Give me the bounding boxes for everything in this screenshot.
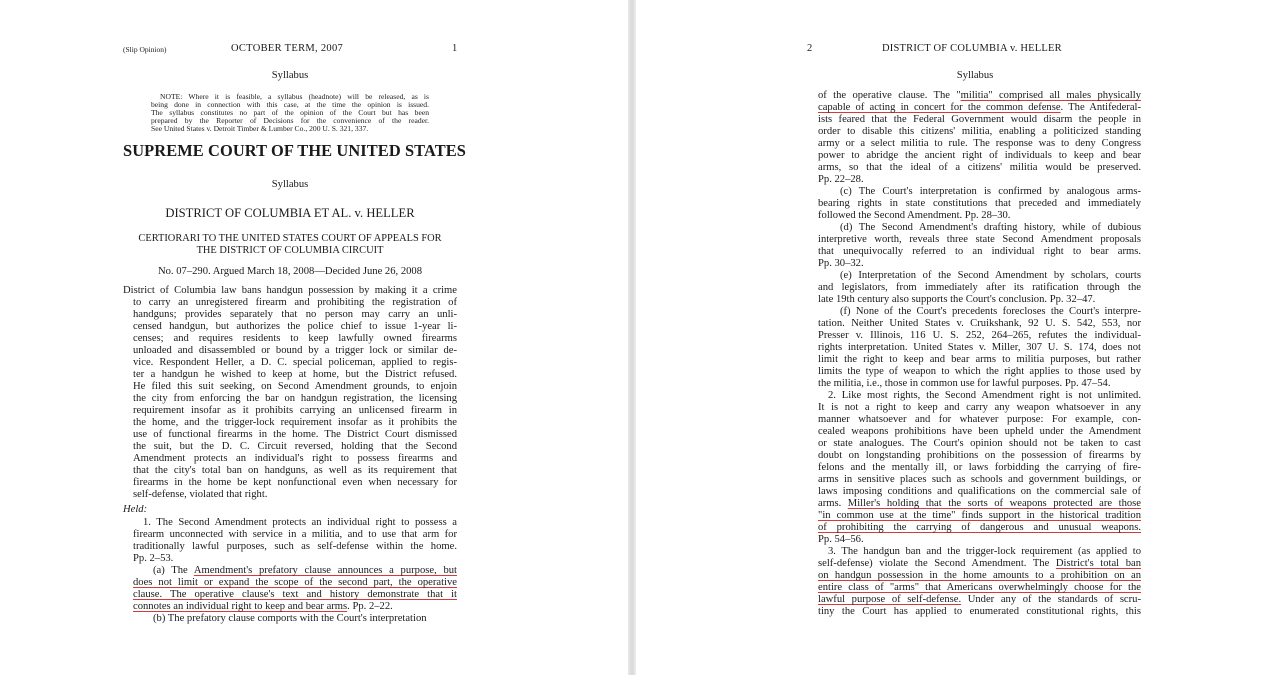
body-line: (e) Interpretation of the Second Amendment by scholars, courts — [840, 270, 1141, 281]
syllabus-label-2: Syllabus — [271, 179, 309, 190]
body-line: Amendment protects an individual's right to possess firearms and — [133, 453, 457, 464]
term-header: OCTOBER TERM, 2007 — [231, 43, 344, 54]
body-line: handguns; provides separately that no person may carry an unli- — [133, 309, 457, 320]
body-line — [818, 102, 1141, 114]
highlighted-text: does not limit or expand the scope of the second part, the operative — [133, 577, 457, 588]
held-line: traditionally lawful purposes, such as self-defense within the home. — [133, 541, 457, 552]
body-line: to carry an unregistered firearm and prohibiting the registration of — [133, 297, 457, 308]
note-line: The syllabus constitutes no part of the opinion of the Court but has been — [151, 109, 429, 117]
body-line: 3. The handgun ban and the trigger-lock requirement (as applied to — [828, 546, 1141, 557]
para-a-line — [153, 565, 457, 577]
note-line: NOTE: Where it is feasible, a syllabus (headnote) will be released, as is — [160, 93, 429, 101]
line-text: arms. — [818, 498, 848, 509]
body-line: interpretive worth, reveals three state Second Amendment proposals — [818, 234, 1141, 245]
body-line: army or a select militia to rule. The response was to deny Congress — [818, 138, 1141, 149]
certiorari-line: CERTIORARI TO THE UNITED STATES COURT OF APPEALS FOR — [138, 233, 442, 244]
highlighted-text: capable of acting in concert for the common defense — [818, 102, 1061, 113]
highlighted-text: connotes an individual right to keep and bear arms — [133, 601, 348, 612]
body-line: followed the Second Amendment. Pp. 28–30. — [818, 210, 1011, 221]
line-text: . The Antifederal- — [1060, 102, 1141, 113]
para-b-line: (b) The prefatory clause comports with the Court's interpretation — [153, 613, 427, 624]
body-line: bearing rights in state constitutions that preceded and immediately — [818, 198, 1141, 209]
body-line — [818, 558, 1141, 570]
held-line: Pp. 2–53. — [133, 553, 174, 564]
body-line: Pp. 30–32. — [818, 258, 864, 269]
page-number: 2 — [807, 43, 813, 54]
highlighted-text: Miller's holding that the sorts of weapons protected are those — [847, 498, 1141, 509]
body-line: unloaded and disassembled or bound by a trigger lock or similar de- — [133, 345, 457, 356]
held-label: Held: — [123, 504, 148, 515]
body-line: self-defense, violated that right. — [133, 489, 268, 500]
body-line: limits the type of weapon to which the right applies to those used by — [818, 366, 1141, 377]
body-line: late 19th century also supports the Court's conclusion. Pp. 32–47. — [818, 294, 1096, 305]
held-line: 1. The Second Amendment protects an individual right to possess a — [143, 517, 457, 528]
body-line: 2. Like most rights, the Second Amendment right is not unlimited. — [828, 390, 1141, 401]
highlighted-text: entire class of "arms" that Americans overwhelmingly choose for the — [818, 582, 1141, 593]
highlighted-text: Amendment's prefatory clause announces a purpose, but — [193, 565, 457, 576]
line-text: of the operative clause. The " — [818, 90, 961, 101]
note-line: prepared by the Reporter of Decisions for the convenience of the reader. — [151, 117, 429, 125]
body-line: censes; and requires residents to keep lawfully owned firearms — [133, 333, 457, 344]
case-caption: DISTRICT OF COLUMBIA ET AL. v. HELLER — [165, 206, 415, 220]
body-line: requirement insofar as it prohibits carrying an unlicensed firearm in — [133, 405, 457, 416]
highlighted-text: lawful purpose of self-defense. — [818, 594, 962, 605]
body-line: vice. Respondent Heller, a D. C. special policeman, applied to regis- — [133, 357, 457, 368]
line-text: self-defense) violate the Second Amendment. The — [818, 558, 1056, 569]
body-line: censed handgun, but authorizes the police chief to issue 1-year li- — [133, 321, 457, 332]
body-line: ter a handgun he wished to keep at home, but the District refused. — [133, 369, 457, 380]
highlighted-text: "in common use at the time" finds support in the historical tradition — [818, 510, 1141, 521]
body-line: He filed this suit seeking, on Second Amendment grounds, to enjoin — [133, 381, 457, 392]
body-line — [818, 594, 1141, 606]
body-line — [818, 90, 1141, 102]
court-title: SUPREME COURT OF THE UNITED STATES — [123, 141, 466, 160]
body-line: tation. Neither United States v. Cruikshank, 92 U. S. 542, 553, nor — [818, 318, 1141, 329]
body-line: (c) The Court's interpretation is confirmed by analogous arms- — [840, 186, 1141, 197]
body-line: the suit, but the D. C. Circuit reversed, holding that the Second — [133, 441, 457, 452]
body-line: or state analogues. The Court's opinion should not be taken to cast — [818, 438, 1141, 449]
body-line: (d) The Second Amendment's drafting history, while of dubious — [840, 222, 1141, 233]
body-line: firearms in the home be kept nonfunctional even when necessary for — [133, 477, 457, 488]
para-a-lead: (a) The — [153, 565, 194, 576]
body-line: the militia, i.e., those in common use for lawful purposes. Pp. 47–54. — [818, 378, 1111, 389]
body-line: laws imposing conditions and qualifications on the commercial sale of — [818, 486, 1141, 497]
body-line: Pp. 54–56. — [818, 534, 864, 545]
docket-line: No. 07–290. Argued March 18, 2008—Decided June 26, 2008 — [157, 266, 423, 277]
running-title: DISTRICT OF COLUMBIA v. HELLER — [882, 43, 1062, 54]
highlighted-text: District's total ban — [1055, 558, 1141, 569]
body-line: limit the right to keep and bear arms to militia purposes, but rather — [818, 354, 1141, 365]
body-line: District of Columbia law bans handgun possession by making it a crime — [123, 285, 457, 296]
body-line: felons and the mentally ill, or laws forbidding the carrying of fire- — [818, 462, 1141, 473]
body-line: the home, and the trigger-lock requirement insofar as it prohibits the — [133, 417, 457, 428]
body-line: arms, so that the ideal of a citizens' militia would be preserved. — [818, 162, 1141, 173]
para-a-line — [133, 601, 457, 613]
slip-opinion-label: (Slip Opinion) — [123, 45, 167, 54]
document-page-2 — [636, 0, 1280, 675]
para-a-cite: . Pp. 2–22. — [347, 601, 393, 612]
body-line: It is not a right to keep and carry any weapon whatsoever in any — [818, 402, 1141, 413]
syllabus-label: Syllabus — [956, 70, 994, 81]
body-line: tiny the Court has applied to enumerated constitutional rights, this — [818, 606, 1141, 617]
highlighted-text: clause. The operative clause's text and history demonstrate that it — [133, 589, 457, 600]
page-divider — [628, 0, 636, 675]
page-number: 1 — [452, 43, 458, 54]
body-line: that unequivocally referred to an individual right to bear arms. — [818, 246, 1141, 257]
syllabus-label: Syllabus — [271, 70, 309, 81]
note-line: See United States v. Detroit Timber & Lumber Co., 200 U. S. 321, 337. — [151, 125, 369, 133]
body-line: cealed weapons prohibitions have been upheld under the Amendment — [818, 426, 1141, 437]
body-line: (f) None of the Court's precedents forecloses the Court's interpre- — [840, 306, 1141, 317]
body-line: rights interpretation. United States v. Miller, 307 U. S. 174, does not — [818, 342, 1141, 353]
body-line: Presser v. Illinois, 116 U. S. 252, 264–265, refutes the individual- — [818, 330, 1141, 341]
certiorari-line: THE DISTRICT OF COLUMBIA CIRCUIT — [196, 245, 384, 256]
highlighted-text: militia" comprised all males physically — [960, 90, 1141, 101]
body-line: that the city's total ban on handguns, as well as its requirement that — [133, 465, 457, 476]
line-text: Under any of the standards of scru- — [961, 594, 1141, 605]
body-line: power to abridge the ancient right of individuals to keep and bear — [818, 150, 1141, 161]
body-line: manner whatsoever and for whatever purpose: For example, con- — [818, 414, 1141, 425]
body-line: the city from enforcing the bar on handgun registration, the licensing — [133, 393, 457, 404]
body-line — [818, 498, 1141, 510]
highlighted-text: on handgun possession in the home amounts to a prohibition on an — [818, 570, 1141, 581]
body-line: arms in sensitive places such as schools and government buildings, or — [818, 474, 1141, 485]
body-line: ists feared that the Federal Government would disarm the people in — [818, 114, 1141, 125]
highlighted-text: of prohibiting the carrying of dangerous and unusual weapons. — [818, 522, 1141, 533]
body-line: use of functional firearms in the home. The District Court dismissed — [133, 429, 457, 440]
body-line: order to disable this citizens' militia, enabling a politicized standing — [818, 126, 1141, 137]
note-line: being done in connection with this case, at the time the opinion is issued. — [151, 101, 429, 109]
body-line: and legislators, from immediately after its ratification through the — [818, 282, 1141, 293]
document-page-1 — [0, 0, 628, 675]
held-line: firearm unconnected with service in a militia, and to use that arm for — [133, 529, 457, 540]
body-line: Pp. 22–28. — [818, 174, 864, 185]
body-line: doubt on longstanding prohibitions on the possession of firearms by — [818, 450, 1141, 461]
